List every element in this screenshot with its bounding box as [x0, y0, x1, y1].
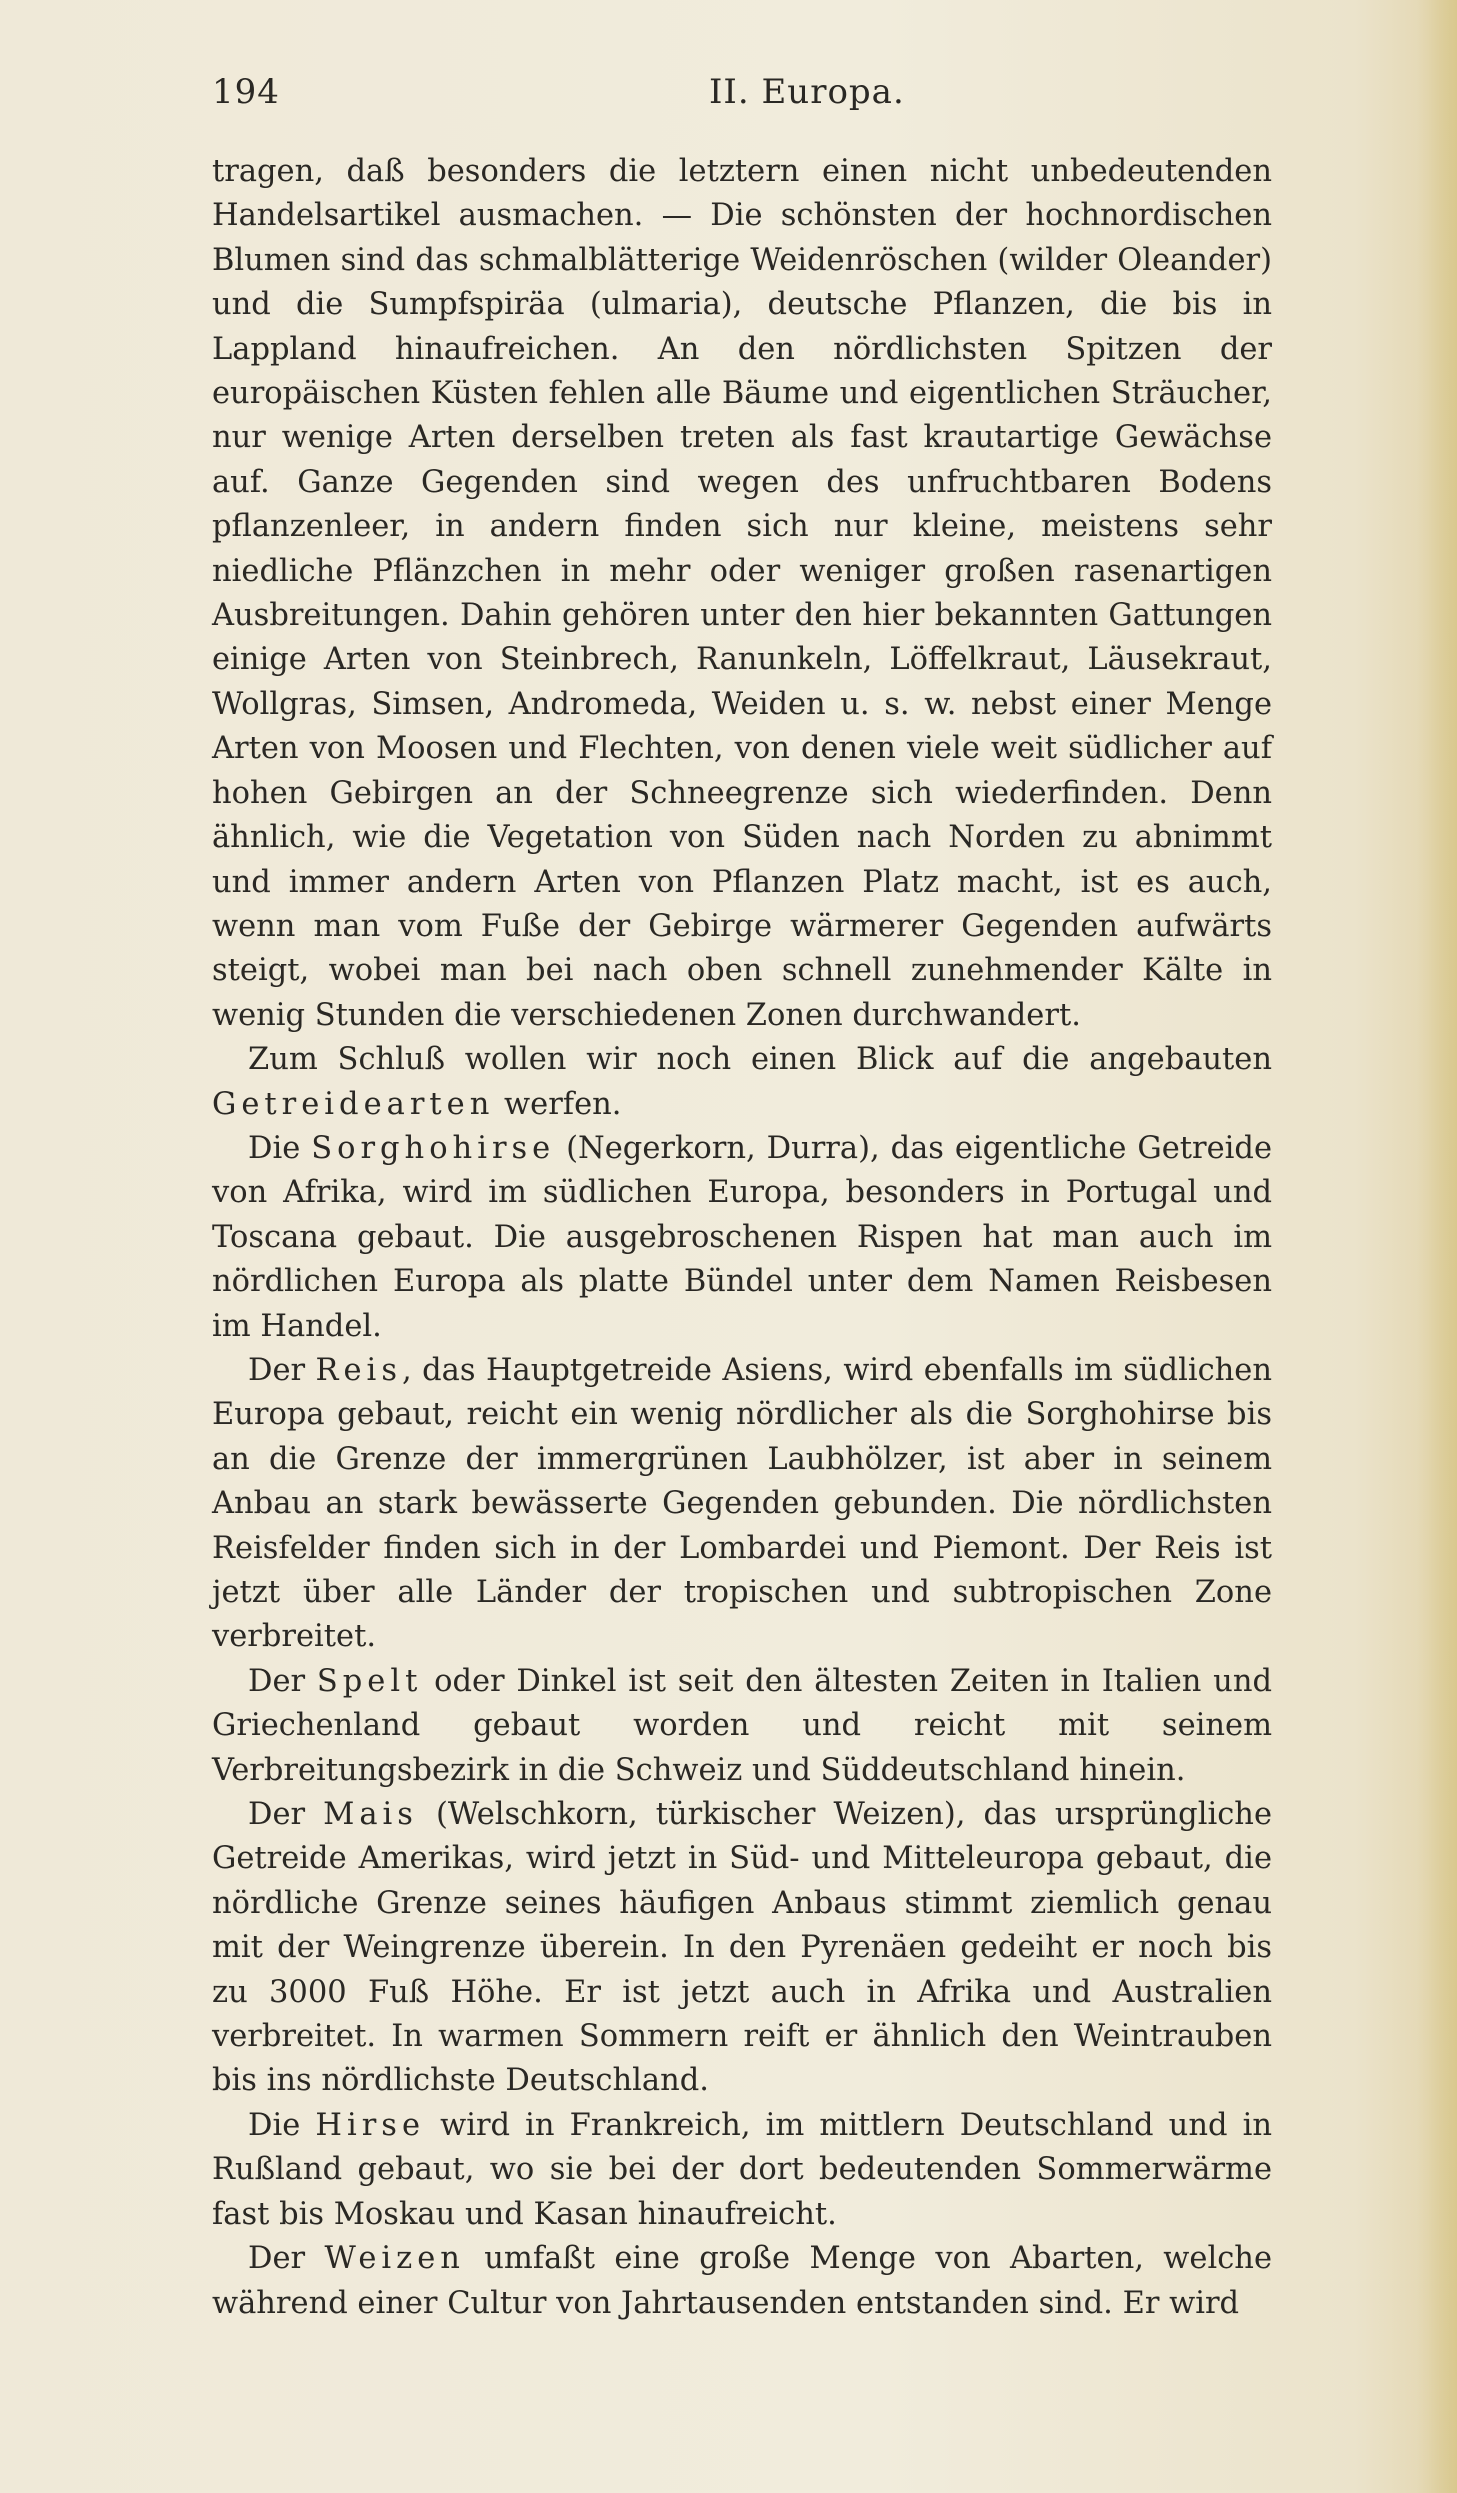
running-head: II. Europa. — [709, 72, 905, 112]
paragraph-2-term: Getreidearten — [212, 1086, 495, 1122]
paragraph-7-text: wird in Frankreich, im mittlern Deutschland und in Rußland gebaut, wo sie bei der dort bedeutenden Sommerwärme fast bis Moskau und Kasan hinaufreicht. — [212, 2107, 1272, 2232]
paragraph-3-term: Sorghohirse — [311, 1130, 556, 1166]
paragraph-1-text: tragen, daß besonders die letztern einen nicht unbedeutenden Handelsartikel ausmachen. — Die schönsten der hochnordischen Blumen sind das schmalblätterige Weidenröschen (wilder Oleander) und die Sumpfspiräa (ulmaria), deutsche Pflanzen, die bis in Lappland hinaufreichen. An den nördlichsten Spitzen der europäischen Küsten fehlen alle Bäume und eigentlichen Sträucher, nur wenige Arten derselben treten als fast krautartige Gewächse auf. Ganze Gegenden sind wegen des unfruchtbaren Bodens pflanzenleer, in andern finden sich nur kleine, meistens sehr niedliche Pflänzchen in mehr oder weniger großen rasenartigen Ausbreitungen. Dahin gehören unter den hier bekannten Gattungen einige Arten von Steinbrech, Ranunkeln, Löffelkraut, Läusekraut, Wollgras, Simsen, Andromeda, Weiden u. s. w. nebst einer Menge Arten von Moosen und Flechten, von denen viele weit südlicher auf hohen Gebirgen an der Schneegrenze sich wiederfinden. Denn ähnlich, wie die Vegetation von Süden nach Norden zu abnimmt und immer andern Arten von Pflanzen Platz macht, ist es auch, wenn man vom Fuße der Gebirge wärmerer Gegenden aufwärts steigt, wobei man bei nach oben schnell zunehmender Kälte in wenig Stunden die verschiedenen Zonen durchwandert. — [212, 154, 1272, 1033]
page-edge-stain — [1417, 0, 1457, 2493]
paragraph-2-prefix: Zum Schluß wollen wir noch einen Blick auf die angebauten — [248, 1042, 1272, 1078]
paragraph-8-term: Weizen — [324, 2241, 465, 2277]
page-header — [212, 72, 1272, 122]
paragraph-8-text: umfaßt eine große Menge von Abarten, welche während einer Cultur von Jahrtausenden entstanden sind. Er wird — [212, 2241, 1272, 2321]
paragraph-4 — [212, 1349, 1272, 1660]
paragraph-6-text: (Welschkorn, türkischer Weizen), das ursprüngliche Getreide Amerikas, wird jetzt in Süd- und Mitteleuropa gebaut, die nördliche Grenze seines häufigen Anbaus stimmt ziemlich genau mit der Weingrenze überein. In den Pyrenäen gedeiht er noch bis zu 3000 Fuß Höhe. Er ist jetzt auch in Afrika und Australien verbreitet. In warmen Sommern reift er ähnlich den Weintrauben bis ins nördlichste Deutschland. — [212, 1797, 1272, 2099]
paragraph-2 — [212, 1038, 1272, 1127]
paragraph-5-prefix: Der — [248, 1663, 317, 1699]
paragraph-3-prefix: Die — [248, 1130, 312, 1166]
paragraph-4-text: , das Hauptgetreide Asiens, wird ebenfalls im südlichen Europa gebaut, reicht ein wenig nördlicher als die Sorghohirse bis an die Grenze der immergrünen Laubhölzer, ist aber in seinem Anbau an stark bewässerte Gegenden gebunden. Die nördlichsten Reisfelder finden sich in der Lombardei und Piemont. Der Reis ist jetzt über alle Länder der tropischen und subtropischen Zone verbreitet. — [212, 1352, 1272, 1655]
paragraph-8-prefix: Der — [248, 2241, 325, 2277]
paragraph-5-text: oder Dinkel ist seit den ältesten Zeiten in Italien und Griechenland gebaut worden und reicht mit seinem Verbreitungsbezirk in die Schweiz und Süddeutschland hinein. — [212, 1663, 1272, 1788]
paragraph-3 — [212, 1127, 1272, 1349]
paragraph-6 — [212, 1793, 1272, 2104]
paragraph-1 — [212, 150, 1272, 1038]
body-text — [212, 150, 1272, 2326]
paragraph-4-prefix: Der — [248, 1352, 316, 1388]
paragraph-7-term: Hirse — [315, 2107, 425, 2143]
paragraph-7-prefix: Die — [248, 2107, 316, 2143]
paragraph-2-text: werfen. — [494, 1086, 622, 1122]
paragraph-4-term: Reis — [315, 1352, 402, 1388]
paragraph-8 — [212, 2237, 1272, 2326]
paragraph-7 — [212, 2104, 1272, 2237]
paragraph-5-term: Spelt — [316, 1663, 423, 1699]
page-number: 194 — [212, 72, 280, 112]
paragraph-6-term: Mais — [323, 1797, 418, 1833]
paragraph-3-text: (Negerkorn, Durra), das eigentliche Getreide von Afrika, wird im südlichen Europa, besonders in Portugal und Toscana gebaut. Die ausgebroschenen Rispen hat man auch im nördlichen Europa als platte Bündel unter dem Namen Reisbesen im Handel. — [212, 1130, 1272, 1344]
paragraph-5 — [212, 1660, 1272, 1793]
paragraph-6-prefix: Der — [248, 1797, 324, 1833]
